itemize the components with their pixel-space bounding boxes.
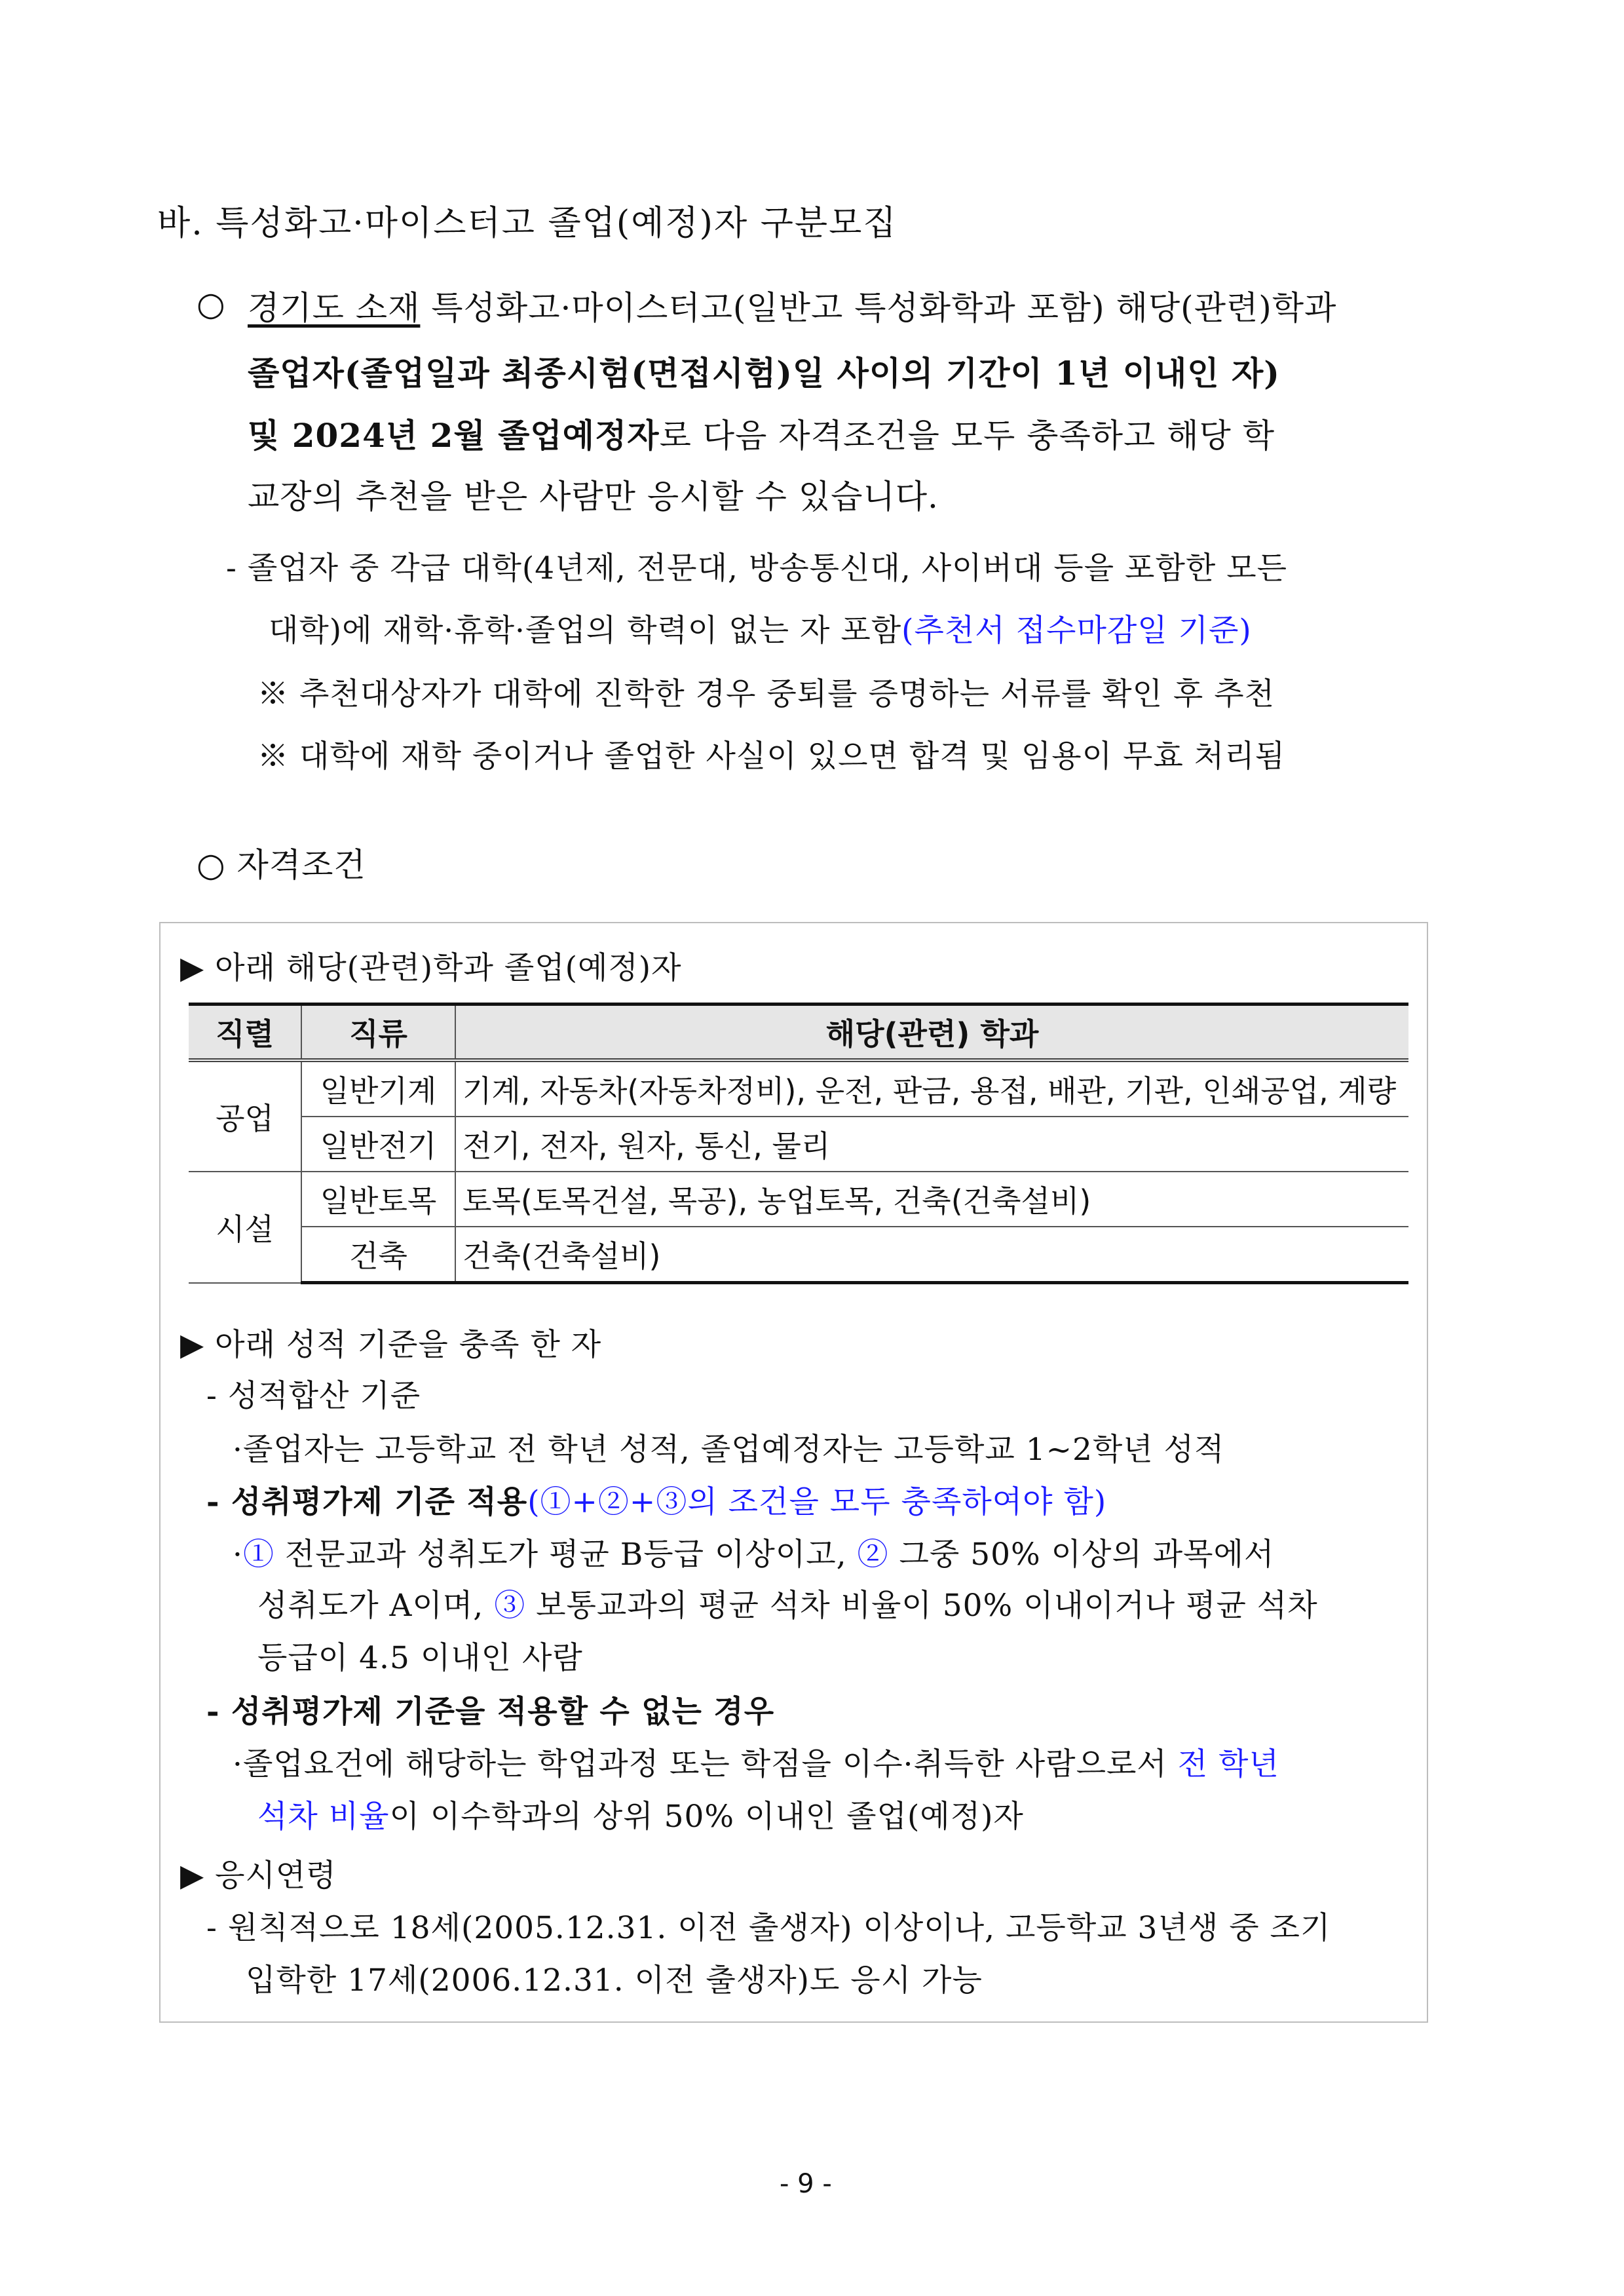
intro-line-3-rest: 로 다음 자격조건을 모두 충족하고 해당 학 xyxy=(659,417,1275,455)
achievement-condition: (①+②+③의 조건을 모두 충족하여야 함) xyxy=(527,1484,1107,1520)
sub-line-2-plain: 대학)에 재학·휴학·졸업의 학력이 없는 자 포함 xyxy=(269,613,902,649)
majors-cell: 토목(토목건설, 목공), 농업토목, 건축(건축설비) xyxy=(455,1172,1408,1227)
non-achievement-line-1 xyxy=(233,1740,1279,1784)
note-1: ※ 추천대상자가 대학에 진학한 경우 중퇴를 증명하는 서류를 확인 후 추천 xyxy=(257,676,1275,712)
grades-sum-heading: - 성적합산 기준 xyxy=(206,1378,421,1414)
rank-ratio-blue: 석차 비율 xyxy=(257,1799,390,1835)
circled-2: ② xyxy=(857,1537,889,1573)
achievement-text-2: 그중 50% 이상의 과목에서 xyxy=(888,1537,1275,1573)
class-cell: 건축 xyxy=(301,1227,455,1283)
non-achievement-line-2 xyxy=(257,1792,1024,1836)
achievement-text-1: 전문교과 성취도가 평균 B등급 이상이고, xyxy=(274,1537,858,1573)
location-underlined: 경기도 소재 xyxy=(248,289,421,327)
sub-line-2 xyxy=(269,606,1252,650)
achievement-text-3: 성취도가 A이며, xyxy=(257,1588,495,1624)
non-achievement-text-2: 이 이수학과의 상위 50% 이내인 졸업(예정)자 xyxy=(389,1799,1024,1835)
table-row xyxy=(189,1117,1408,1172)
col-class: 직류 xyxy=(301,1004,455,1061)
non-achievement-heading: - 성취평가제 기준을 적용할 수 없는 경우 xyxy=(206,1694,775,1730)
table-row xyxy=(189,1172,1408,1227)
achievement-line-2 xyxy=(257,1581,1318,1625)
intro-line-3 xyxy=(248,410,1275,457)
table-row xyxy=(189,1227,1408,1283)
section-heading: 바. 특성화고·마이스터고 졸업(예정)자 구분모집 xyxy=(157,204,897,243)
section-grades: ▶ 아래 성적 기준을 충족 한 자 xyxy=(180,1327,602,1363)
majors-table xyxy=(189,1003,1408,1284)
series-cell: 공업 xyxy=(189,1060,301,1172)
class-cell: 일반토목 xyxy=(301,1172,455,1227)
majors-cell: 기계, 자동차(자동차정비), 운전, 판금, 용접, 배관, 기관, 인쇄공업, 계량 xyxy=(455,1060,1408,1117)
qualification-heading: ○ 자격조건 xyxy=(197,846,366,884)
series-cell: 시설 xyxy=(189,1172,301,1283)
intro-line-3-bold: 및 2024년 2월 졸업예정자 xyxy=(248,416,660,455)
table-row xyxy=(189,1060,1408,1117)
achievement-line-1 xyxy=(233,1530,1274,1574)
age-line-1: - 원칙적으로 18세(2005.12.31. 이전 출생자) 이상이나, 고등학교 3년생 중 조기 xyxy=(206,1910,1331,1946)
achievement-heading-bold: - 성취평가제 기준 적용 xyxy=(206,1484,528,1520)
achievement-heading xyxy=(206,1478,1106,1521)
table-header-row xyxy=(189,1004,1408,1061)
section-age: ▶ 응시연령 xyxy=(180,1858,337,1894)
grades-sum-detail: ·졸업자는 고등학교 전 학년 성적, 졸업예정자는 고등학교 1~2학년 성적 xyxy=(233,1432,1225,1468)
sub-line-1: - 졸업자 중 각급 대학(4년제, 전문대, 방송통신대, 사이버대 등을 포함한 모든 xyxy=(226,550,1287,586)
page-number: - 9 - xyxy=(780,2169,832,2199)
intro-line-2: 졸업자(졸업일과 최종시험(면접시험)일 사이의 기간이 1년 이내인 자) xyxy=(248,354,1280,392)
intro-line-1-rest: 특성화고·마이스터고(일반고 특성화학과 포함) 해당(관련)학과 xyxy=(420,289,1337,327)
intro-line-4: 교장의 추천을 받은 사람만 응시할 수 있습니다. xyxy=(248,478,939,516)
deadline-note: (추천서 접수마감일 기준) xyxy=(901,613,1252,649)
non-achievement-text: ·졸업요건에 해당하는 학업과정 또는 학점을 이수·취득한 사람으로서 xyxy=(233,1746,1178,1782)
intro-line-1 xyxy=(248,282,1336,329)
col-majors: 해당(관련) 학과 xyxy=(455,1004,1408,1061)
bullet-circle: ○ xyxy=(197,285,225,323)
achievement-text-4: 보통교과의 평균 석차 비율이 50% 이내이거나 평균 석차 xyxy=(525,1588,1318,1624)
achievement-line-3: 등급이 4.5 이내인 사람 xyxy=(257,1640,583,1676)
majors-cell: 전기, 전자, 원자, 통신, 물리 xyxy=(455,1117,1408,1172)
col-series: 직렬 xyxy=(189,1004,301,1061)
circled-3: ③ xyxy=(494,1588,526,1624)
age-line-2: 입학한 17세(2006.12.31. 이전 출생자)도 응시 가능 xyxy=(246,1962,983,1999)
class-cell: 일반전기 xyxy=(301,1117,455,1172)
circled-1: ① xyxy=(242,1537,274,1573)
majors-cell: 건축(건축설비) xyxy=(455,1227,1408,1283)
dot: · xyxy=(233,1537,243,1573)
section-majors: ▶ 아래 해당(관련)학과 졸업(예정)자 xyxy=(180,950,682,986)
all-grade-blue: 전 학년 xyxy=(1177,1746,1279,1782)
note-2: ※ 대학에 재학 중이거나 졸업한 사실이 있으면 합격 및 임용이 무효 처리됨 xyxy=(257,738,1285,775)
class-cell: 일반기계 xyxy=(301,1060,455,1117)
